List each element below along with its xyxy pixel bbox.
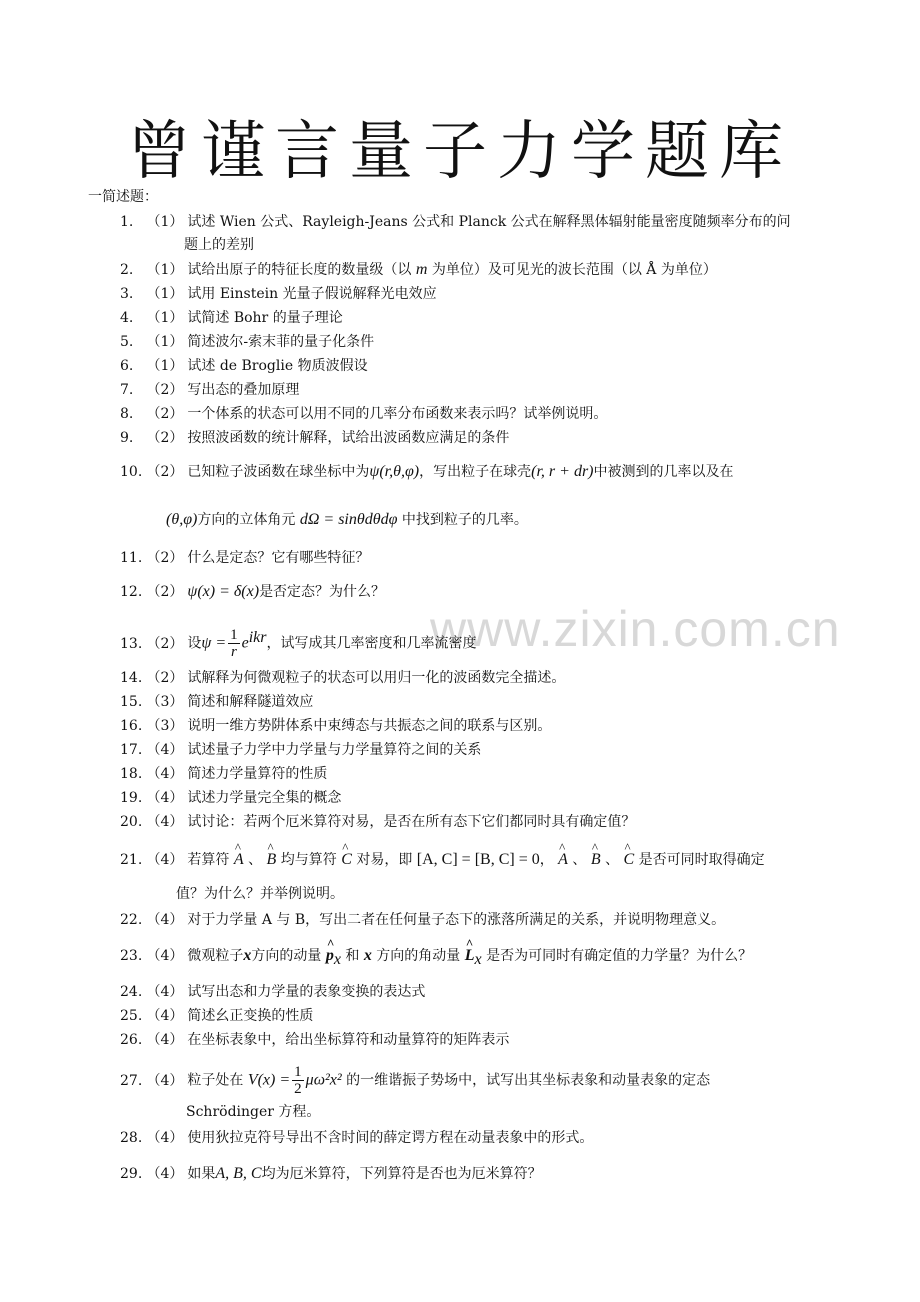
question-text: 对于力学量 A 与 B，写出二者在任何量子态下的涨落所满足的关系，并说明物理意义。 xyxy=(187,912,726,928)
separator: 、 xyxy=(248,852,263,868)
question-text: 在坐标表象中，给出坐标算符和动量算符的矩阵表示 xyxy=(187,1032,510,1048)
question-text-b: 均为厄米算符，下列算符是否也为厄米算符？ xyxy=(261,1166,542,1182)
question-number: 6. xyxy=(120,358,134,374)
question-number: 23. xyxy=(120,948,143,964)
math-var: x xyxy=(363,947,372,964)
question-number: 19. xyxy=(120,790,143,806)
question-level: （2） xyxy=(146,406,184,422)
math-formula: (θ,φ) xyxy=(166,511,198,528)
question-16 xyxy=(120,714,840,738)
question-text-b: ，试写成其几率密度和几率流密度 xyxy=(266,635,477,652)
question-21-cont: 值？为什么？并举例说明。 xyxy=(176,886,344,902)
fraction-denominator: r xyxy=(230,644,237,661)
question-text-b: ，写出粒子在球壳 xyxy=(419,464,532,480)
question-number: 28. xyxy=(120,1130,143,1146)
math-formula: ψ(r,θ,φ) xyxy=(369,463,420,480)
question-number: 26. xyxy=(120,1032,143,1048)
question-27-cont: Schrödinger 方程。 xyxy=(186,1104,321,1120)
question-text-b: 方向的动量 xyxy=(251,948,322,964)
math-formula: ψ(x) = δ(x) xyxy=(187,583,260,600)
math-formula: (r, r + dr) xyxy=(531,463,594,480)
question-level: （1） xyxy=(146,358,184,374)
question-text-d: ， xyxy=(539,852,554,868)
question-19 xyxy=(120,786,840,810)
question-level: （4） xyxy=(146,984,184,1000)
question-text-e: 是否可同时取得确定 xyxy=(638,852,765,868)
question-number: 21. xyxy=(120,852,143,868)
question-21 xyxy=(120,848,840,872)
question-7 xyxy=(120,378,840,402)
question-number: 25. xyxy=(120,1008,143,1024)
question-text: 微观粒子 xyxy=(187,948,244,964)
operator-a: ^ A xyxy=(558,848,568,872)
question-text: 试述力学量完全集的概念 xyxy=(187,790,342,806)
question-number: 18. xyxy=(120,766,143,782)
math-formula: V(x) = xyxy=(247,1071,291,1089)
question-text-d: 方向的角动量 xyxy=(376,948,461,964)
question-text: 写出态的叠加原理 xyxy=(187,382,300,398)
question-text-e: 中找到粒子的几率。 xyxy=(401,512,528,528)
math-subscript: x xyxy=(474,950,482,968)
fraction-numerator: 1 xyxy=(294,1064,302,1080)
question-level: （4） xyxy=(146,814,184,830)
question-number: 13. xyxy=(120,635,143,652)
question-5 xyxy=(120,330,840,354)
question-text-b: 均与算符 xyxy=(280,852,337,868)
question-level: （1） xyxy=(146,214,184,230)
momentum-operator: ^ p xyxy=(326,944,334,968)
question-number: 12. xyxy=(120,584,143,600)
question-level: （1） xyxy=(146,286,184,302)
question-29 xyxy=(120,1162,840,1186)
question-level: （4） xyxy=(146,766,184,782)
question-number: 3. xyxy=(120,286,134,302)
question-number: 11. xyxy=(120,550,143,566)
math-formula: A, B, C xyxy=(215,1165,262,1182)
question-9 xyxy=(120,426,840,450)
question-28 xyxy=(120,1126,840,1150)
operator-b: ^ B xyxy=(267,848,277,872)
question-level: （4） xyxy=(146,912,184,928)
question-text-e: 是否为可同时有确定值的力学量？为什么？ xyxy=(486,948,753,964)
watermark: www.zixin.com.cn xyxy=(430,601,841,657)
question-24 xyxy=(120,980,840,1004)
question-number: 24. xyxy=(120,984,143,1000)
question-level: （4） xyxy=(146,1032,184,1048)
question-level: （4） xyxy=(146,1008,184,1024)
question-text: 使用狄拉克符号导出不含时间的薛定谔方程在动量表象中的形式。 xyxy=(187,1130,594,1146)
question-11 xyxy=(120,546,840,570)
question-text-c: 对易，即 xyxy=(356,852,413,868)
question-number: 27. xyxy=(120,1072,143,1089)
question-13 xyxy=(120,626,840,660)
question-text: 按照波函数的统计解释，试给出波函数应满足的条件 xyxy=(187,430,510,446)
question-text: 试述 Wien 公式、Rayleigh-Jeans 公式和 Planck 公式在解释黑体辐射能量密度随频率分布的问 xyxy=(187,214,791,230)
question-10 xyxy=(120,460,840,484)
question-level: （3） xyxy=(146,718,184,734)
question-text-b: 为单位）及可见光的波长范围（以 Å 为单位） xyxy=(431,262,717,278)
question-text-cont: 题上的差别 xyxy=(184,237,254,253)
question-number: 2. xyxy=(120,262,134,278)
question-text: 试讨论：若两个厄米算符对易，是否在所有态下它们都同时具有确定值？ xyxy=(187,814,636,830)
question-text: 设 xyxy=(187,635,202,652)
question-level: （4） xyxy=(146,1072,184,1089)
question-6 xyxy=(120,354,840,378)
question-text: 已知粒子波函数在球坐标中为 xyxy=(187,464,370,480)
math-exp: e xyxy=(241,634,249,652)
question-text: 试述 de Broglie 物质波假设 xyxy=(187,358,368,374)
question-text: 说明一维方势阱体系中束缚态与共振态之间的联系与区别。 xyxy=(187,718,552,734)
question-text-b: 是否定态？为什么？ xyxy=(259,584,386,600)
question-number: 1. xyxy=(120,214,134,230)
question-18 xyxy=(120,762,840,786)
fraction-numerator: 1 xyxy=(230,627,238,644)
question-text: 试解释为何微观粒子的状态可以用归一化的波函数完全描述。 xyxy=(187,670,566,686)
question-text-c: 和 xyxy=(345,948,360,964)
question-text: 试简述 Bohr 的量子理论 xyxy=(187,310,343,326)
math-subscript: x xyxy=(333,950,341,968)
question-text: 简述幺正变换的性质 xyxy=(187,1008,314,1024)
question-number: 7. xyxy=(120,382,134,398)
question-23 xyxy=(120,944,840,972)
math-formula: [A, C] = [B, C] = 0 xyxy=(416,851,540,868)
question-level: （2） xyxy=(146,382,184,398)
question-1 xyxy=(120,210,840,257)
math-formula: ψ = xyxy=(201,634,227,652)
question-level: （4） xyxy=(146,1166,184,1182)
question-level: （1） xyxy=(146,262,184,278)
question-number: 20. xyxy=(120,814,143,830)
question-number: 15. xyxy=(120,694,143,710)
question-level: （2） xyxy=(146,464,184,480)
question-8 xyxy=(120,402,840,426)
question-level: （2） xyxy=(146,430,184,446)
math-formula: μω²x² xyxy=(305,1071,342,1089)
question-17 xyxy=(120,738,840,762)
math-formula: dΩ = sinθdθdφ xyxy=(299,511,398,528)
angular-momentum-operator: ^ L xyxy=(465,944,475,968)
question-text: 一个体系的状态可以用不同的几率分布函数来表示吗？试举例说明。 xyxy=(187,406,608,422)
question-22 xyxy=(120,908,840,932)
question-text: 试用 Einstein 光量子假说解释光电效应 xyxy=(187,286,437,302)
question-text: 什么是定态？它有哪些特征？ xyxy=(187,550,370,566)
math-var: x xyxy=(243,947,252,964)
question-number: 17. xyxy=(120,742,143,758)
question-number: 22. xyxy=(120,912,143,928)
question-level: （3） xyxy=(146,694,184,710)
separator: 、 xyxy=(605,852,620,868)
question-number: 10. xyxy=(120,464,143,480)
question-text-b: 的一维谐振子势场中，试写出其坐标表象和动量表象的定态 xyxy=(346,1072,711,1089)
operator-c: ^ C xyxy=(341,848,352,872)
question-10-cont xyxy=(166,508,886,532)
question-12 xyxy=(120,580,840,604)
question-text: 若算符 xyxy=(187,852,230,868)
math-superscript: ikr xyxy=(248,629,267,646)
question-text: 简述力学量算符的性质 xyxy=(187,766,328,782)
operator-b: ^ B xyxy=(591,848,601,872)
fraction xyxy=(228,627,240,660)
question-level: （4） xyxy=(146,742,184,758)
question-3 xyxy=(120,282,840,306)
question-text: 试述量子力学中力学量与力学量算符之间的关系 xyxy=(187,742,482,758)
question-number: 8. xyxy=(120,406,134,422)
question-text: 粒子处在 xyxy=(187,1072,244,1089)
question-number: 9. xyxy=(120,430,134,446)
question-14 xyxy=(120,666,840,690)
question-number: 5. xyxy=(120,334,134,350)
document-title: 曾谨言量子力学题库 xyxy=(127,115,793,189)
question-25 xyxy=(120,1004,840,1028)
fraction-denominator: 2 xyxy=(294,1081,302,1097)
question-level: （4） xyxy=(146,1130,184,1146)
question-20 xyxy=(120,810,840,834)
question-level: （4） xyxy=(146,948,184,964)
unit-symbol: m xyxy=(415,261,428,278)
fraction xyxy=(292,1064,304,1097)
question-text: 简述和解释隧道效应 xyxy=(187,694,314,710)
question-level: （1） xyxy=(146,334,184,350)
question-level: （2） xyxy=(146,584,184,600)
question-level: （4） xyxy=(146,852,184,868)
question-27 xyxy=(120,1064,840,1097)
question-text-c: 中被测到的几率以及在 xyxy=(593,464,734,480)
section-heading: 一简述题： xyxy=(88,189,158,205)
question-text: 如果 xyxy=(187,1166,216,1182)
question-26 xyxy=(120,1028,840,1052)
question-text-d: 方向的立体角元 xyxy=(197,512,296,528)
question-level: （1） xyxy=(146,310,184,326)
question-level: （2） xyxy=(146,635,184,652)
question-number: 14. xyxy=(120,670,143,686)
question-2 xyxy=(120,258,840,282)
question-4 xyxy=(120,306,840,330)
question-number: 4. xyxy=(120,310,134,326)
question-text: 试给出原子的特征长度的数量级（以 xyxy=(187,262,412,278)
question-level: （2） xyxy=(146,670,184,686)
question-number: 29. xyxy=(120,1166,143,1182)
operator-a: ^ A xyxy=(234,848,244,872)
question-15 xyxy=(120,690,840,714)
question-level: （2） xyxy=(146,550,184,566)
operator-c: ^ C xyxy=(624,848,635,872)
question-text: 简述波尔-索末菲的量子化条件 xyxy=(187,334,375,350)
question-number: 16. xyxy=(120,718,143,734)
question-level: （4） xyxy=(146,790,184,806)
question-text: 试写出态和力学量的表象变换的表达式 xyxy=(187,984,426,1000)
separator: 、 xyxy=(572,852,587,868)
